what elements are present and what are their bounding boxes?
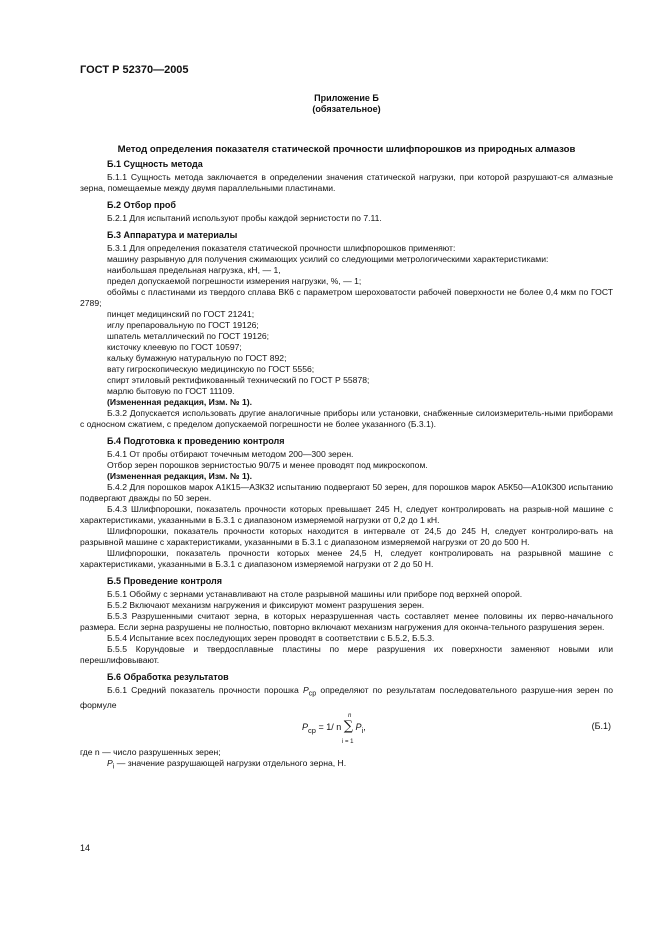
document-header: ГОСТ Р 52370—2005 — [80, 64, 189, 76]
where-line: где n — число разрушенных зерен; — [80, 746, 221, 757]
text-run: Б.6.1 Средний показатель прочности порошка — [107, 685, 303, 695]
formula-lhs: P — [302, 721, 309, 732]
list-item: иглу препаровальную по ГОСТ 19126; — [107, 320, 259, 330]
paragraph: Отбор зерен порошков зернистостью 90/75 и менее проводят под микроскопом. — [107, 460, 428, 470]
appendix-heading — [80, 93, 613, 115]
paragraph: Б.3.2 Допускается использовать другие аналогичные приборы или установки, снабженные силоизмеритель-ными приборами с односном сжатием, с пределом допускаемой погрешности не более указанного (Б.3.1). — [80, 408, 613, 429]
appendix-title: Приложение Б — [314, 93, 379, 103]
list-item: наибольшая предельная нагрузка, кН, — 1, — [107, 265, 281, 275]
list-item: спирт этиловый ректификованный технический по ГОСТ Р 55878; — [107, 375, 370, 385]
amendment-note: (Измененная редакция, Изм. № 1). — [107, 471, 253, 481]
list-item: шпатель металлический по ГОСТ 19126; — [107, 331, 270, 341]
symbol: P — [302, 685, 309, 695]
list-item: вату гигроскопическую медицинскую по ГОСТ 5556; — [107, 364, 315, 374]
list-item: кисточку клеевую по ГОСТ 10597; — [107, 342, 242, 352]
paragraph: Б.5.3 Разрушенными считают зерна, в которых неразрушенная часть составляет менее половины их перво-начального размера. Если зерна разрушены не полностью, повторно включают механизм нагружения для оконча-тельного разрушения зерен. — [80, 611, 613, 632]
main-title: Метод определения показателя статической прочности шлифпорошков из природных алмазов — [117, 144, 576, 155]
document-body — [80, 159, 613, 772]
symbol: P — [107, 757, 113, 768]
list-item: пинцет медицинский по ГОСТ 21241; — [107, 309, 255, 319]
formula-rhs: = 1/ n — [318, 721, 342, 732]
sum-upper-limit: n — [348, 712, 352, 719]
formula-b1 — [80, 713, 613, 747]
section-heading: Б.5 Проведение контроля — [107, 576, 223, 586]
where-line — [80, 758, 613, 773]
paragraph: Б.4.1 От пробы отбирают точечным методом 200—300 зерен. — [107, 449, 354, 459]
formula-number: (Б.1) — [591, 720, 611, 731]
section-heading: Б.4 Подготовка к проведению контроля — [107, 436, 285, 446]
paragraph: Б.5.4 Испытание всех последующих зерен проводят в соответствии с Б.5.2, Б.5.3. — [107, 633, 435, 643]
section-heading: Б.1 Сущность метода — [107, 159, 203, 169]
paragraph: Б.3.1 Для определения показателя статической прочности шлифпорошков применяют: — [107, 243, 456, 253]
formula-term-subscript: i — [361, 725, 364, 735]
paragraph: Б.5.2 Включают механизм нагружения и фиксируют момент разрушения зерен. — [107, 600, 425, 610]
list-item: марлю бытовую по ГОСТ 11109. — [107, 386, 235, 396]
symbol-subscript: i — [112, 762, 115, 771]
formula-tail: , — [363, 721, 366, 732]
formula-term: P — [355, 721, 362, 732]
text-run: определяют по результатам последовательного разруше-ния зерен по формуле — [80, 685, 613, 710]
amendment-note: (Измененная редакция, Изм. № 1). — [107, 397, 253, 407]
section-heading: Б.6 Обработка результатов — [107, 672, 229, 682]
paragraph — [80, 685, 613, 711]
formula-lhs-subscript: ср — [308, 725, 316, 735]
sum-lower-limit: i = 1 — [342, 738, 354, 745]
paragraph: Б.5.1 Обойму с зернами устанавливают на столе разрывной машины или приборе под верхней опорой. — [107, 589, 523, 599]
paragraph: Шлифпорошки, показатель прочности которых находится в интервале от 24,5 до 245 Н, следует контролиро-вать на разрывной машине с характеристиками, указанными в Б.3.1 с диапазоном измеряемой нагрузки от 20 до 500 Н. — [80, 526, 613, 547]
sum-symbol: ∑ — [343, 718, 354, 734]
section-heading: Б.3 Аппаратура и материалы — [107, 230, 238, 240]
list-item: предел допускаемой погрешности измерения нагрузки, %, — 1; — [107, 276, 362, 286]
paragraph: Б.1.1 Сущность метода заключается в определении значения статической нагрузки, при которой разрушают-ся алмазные зерна, помещаемые между двумя параллельными пластинами. — [80, 172, 613, 193]
paragraph: Шлифпорошки, показатель прочности которых менее 24,5 Н, следует контролировать на разрывной машине с характеристиками, указанными в Б.3.1 с диапазоном измеряемой нагрузки от 2 до 50 Н. — [80, 548, 613, 569]
paragraph: Б.4.3 Шлифпорошки, показатель прочности которых превышает 245 Н, следует контролировать на разрыв-ной машине с характеристиками, указанными в Б.3.1 с диапазоном измеряемой нагрузки от 0,2 до 1 кН. — [80, 504, 613, 525]
list-item: машину разрывную для получения сжимающих усилий со следующими метрологическими характеристиками: — [107, 254, 549, 264]
section-heading: Б.2 Отбор проб — [107, 200, 176, 210]
list-item: обоймы с пластинами из твердого сплава ВК6 с параметром шероховатости рабочей поверхности не более 0,4 мкм по ГОСТ 2789; — [80, 287, 613, 308]
paragraph: Б.4.2 Для порошков марок А1К15—А3К32 испытанию подвергают 50 зерен, для порошков марок А5К50—А10К300 испытанию подвергают дважды по 50 зерен. — [80, 482, 613, 503]
list-item: кальку бумажную натуральную по ГОСТ 892; — [107, 353, 287, 363]
paragraph: Б.5.5 Корундовые и твердосплавные пластины по мере разрушения их поверхности заменяют новыми или перешлифовывают. — [80, 644, 613, 665]
appendix-status: (обязательное) — [312, 104, 381, 114]
symbol-subscript: ср — [308, 689, 317, 698]
paragraph: Б.2.1 Для испытаний используют пробы каждой зернистости по 7.11. — [107, 213, 382, 223]
formula-expression — [302, 718, 366, 736]
page-number: 14 — [80, 843, 91, 853]
text-run: — значение разрушающей нагрузки отдельного зерна, Н. — [114, 757, 347, 768]
